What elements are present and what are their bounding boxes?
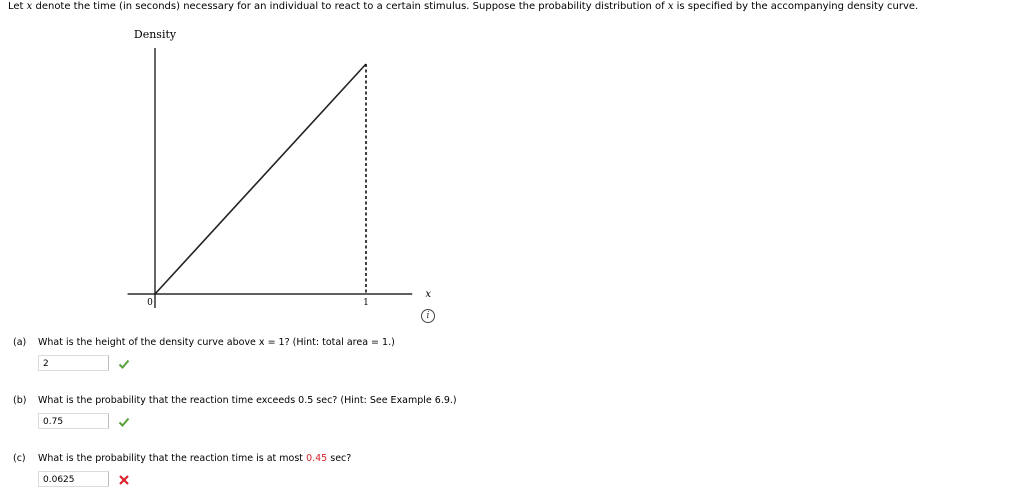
answer-b-input[interactable]: 0.75 <box>38 413 109 429</box>
answer-a-input[interactable]: 2 <box>38 355 109 371</box>
question-a-tag: (a) <box>13 337 27 348</box>
question-b <box>13 394 457 407</box>
x-tick-label-0: 0 <box>147 298 153 308</box>
question-c-highlight-value: 0.45 <box>306 453 328 464</box>
density-line <box>155 64 366 294</box>
question-c-text-before: What is the probability that the reaction time is at most <box>38 453 307 464</box>
question-a-text: What is the height of the density curve above x = 1? (Hint: total area = 1.) <box>38 337 395 348</box>
question-b-tag: (b) <box>13 395 27 406</box>
y-axis-label: Density <box>133 28 177 41</box>
incorrect-x-icon <box>118 474 130 486</box>
x-tick-label-1: 1 <box>363 298 369 308</box>
intro-text-3: is specified by the accompanying density curve. <box>673 1 919 12</box>
correct-check-icon <box>118 416 130 428</box>
intro-text-1: Let <box>8 1 27 12</box>
question-c-text-after: sec? <box>327 453 352 464</box>
question-c <box>13 452 351 465</box>
intro-variable-x-2: x <box>667 1 674 12</box>
answer-c-input[interactable]: 0.0625 <box>38 471 109 487</box>
question-a <box>13 336 395 349</box>
intro-variable-x: x <box>26 1 33 12</box>
x-axis-label: x <box>425 289 432 300</box>
question-c-tag: (c) <box>13 453 26 464</box>
info-icon[interactable]: i <box>421 309 435 323</box>
intro-text-2: denote the time (in seconds) necessary for an individual to react to a certain stimulus. Suppose the probability distribution of <box>32 1 668 12</box>
correct-check-icon <box>118 358 130 370</box>
question-b-text: What is the probability that the reaction time exceeds 0.5 sec? (Hint: See Example 6.9.) <box>38 395 457 406</box>
